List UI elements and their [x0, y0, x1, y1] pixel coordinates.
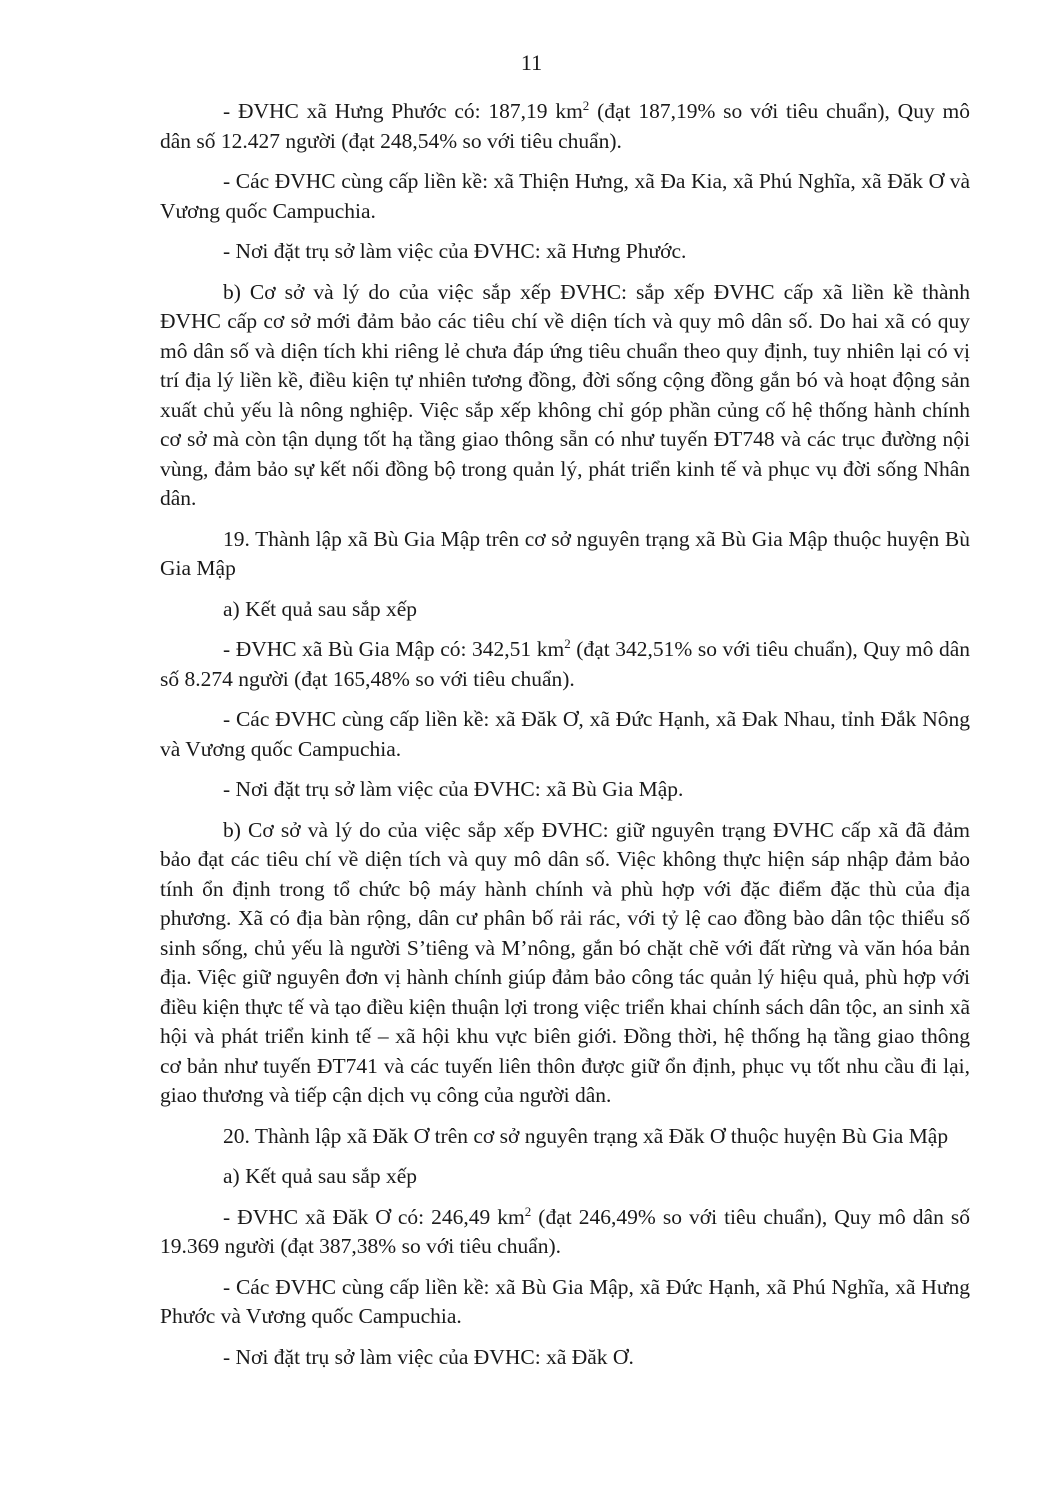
paragraph-neighbors-bu-gia-map: - Các ĐVHC cùng cấp liền kề: xã Đăk Ơ, xã Đức Hạnh, xã Đak Nhau, tỉnh Đắk Nông và Vương quốc Campuchia. [160, 707, 970, 761]
paragraph-area-bu-gia-map [160, 635, 970, 694]
superscript: 2 [582, 97, 590, 113]
text: - ĐVHC xã Bù Gia Mập có: 342,51 km [223, 637, 565, 661]
text: - ĐVHC xã Đăk Ơ có: 246,49 km [223, 1204, 525, 1229]
paragraph-neighbors-hung-phuoc: - Các ĐVHC cùng cấp liền kề: xã Thiện Hưng, xã Đa Kia, xã Phú Nghĩa, xã Đăk Ơ và Vương quốc Campuchia. [160, 169, 970, 223]
text: (đạt 342,51% so với tiêu chuẩn), Quy mô dân số 8.274 người (đạt 165,48% so với tiêu chuẩn). [160, 637, 970, 691]
paragraph-office-bu-gia-map: - Nơi đặt trụ sở làm việc của ĐVHC: xã Bù Gia Mập. [223, 777, 684, 801]
superscript: 2 [524, 1203, 532, 1219]
paragraph-area-hung-phuoc [160, 97, 970, 156]
document-body [160, 97, 970, 1372]
text: (đạt 246,49% so với tiêu chuẩn), Quy mô dân số 19.369 người (đạt 387,38% so với tiêu chuẩn). [160, 1204, 970, 1258]
paragraph-area-dak-o [160, 1203, 970, 1262]
superscript: 2 [564, 635, 571, 651]
page-number: 11 [520, 50, 543, 75]
paragraph-reason-hung-phuoc: b) Cơ sở và lý do của việc sắp xếp ĐVHC: sắp xếp ĐVHC cấp xã liền kề thành ĐVHC cấp cơ sở mới đảm bảo các tiêu chí về diện tích và quy mô dân số. Do hai xã có quy mô dân số và diện tích khi riêng lẻ chưa đáp ứng tiêu chuẩn theo quy định, tuy nhiên lại có vị trí địa lý liền kề, điều kiện tự nhiên tương đồng, đời sống cộng đồng gắn bó và hoạt động sản xuất chủ yếu là nông nghiệp. Việc sắp xếp không chỉ góp phần củng cố hệ thống hành chính cơ sở mà còn tận dụng tốt hạ tầng giao thông sẵn có như tuyến ĐT748 và các trục đường nội vùng, đảm bảo sự kết nối đồng bộ trong quản lý, phát triển kinh tế và phục vụ đời sống Nhân dân. [160, 279, 970, 510]
subheading-result-20: a) Kết quả sau sắp xếp [223, 1164, 418, 1188]
paragraph-office-hung-phuoc: - Nơi đặt trụ sở làm việc của ĐVHC: xã Hưng Phước. [223, 239, 687, 263]
subheading-result-19: a) Kết quả sau sắp xếp [223, 596, 418, 621]
heading-item-20: 20. Thành lập xã Đăk Ơ trên cơ sở nguyên trạng xã Đăk Ơ thuộc huyện Bù Gia Mập [223, 1123, 949, 1148]
paragraph-neighbors-dak-o: - Các ĐVHC cùng cấp liền kề: xã Bù Gia Mập, xã Đức Hạnh, xã Phú Nghĩa, xã Hưng Phước và Vương quốc Campuchia. [160, 1274, 970, 1328]
heading-item-19: 19. Thành lập xã Bù Gia Mập trên cơ sở nguyên trạng xã Bù Gia Mập thuộc huyện Bù Gia Mập [160, 526, 970, 580]
text: - ĐVHC xã Hưng Phước có: 187,19 km [223, 99, 583, 123]
paragraph-reason-bu-gia-map: b) Cơ sở và lý do của việc sắp xếp ĐVHC: giữ nguyên trạng ĐVHC cấp xã đã đảm bảo đạt các tiêu chí về diện tích và quy mô dân số. Việc không thực hiện sáp nhập đảm bảo tính ổn định trong tổ chức bộ máy hành chính và phù hợp với đặc điểm đặc thù của địa phương. Xã có địa bàn rộng, dân cư phân bố rải rác, với tỷ lệ cao đồng bào dân tộc thiểu số sinh sống, chủ yếu là người S’tiêng và M’nông, gắn bó chặt chẽ với đất rừng và văn hóa bản địa. Việc giữ nguyên đơn vị hành chính giúp đảm bảo công tác quản lý hiệu quả, phù hợp với điều kiện thực tế và tạo điều kiện thuận lợi trong việc triển khai chính sách dân tộc, an sinh xã hội và phát triển kinh tế – xã hội khu vực biên giới. Đồng thời, hệ thống hạ tầng giao thông cơ bản như tuyến ĐT741 và các tuyến liên thôn được giữ ổn định, phục vụ tốt nhu cầu đi lại, giao thương và tiếp cận dịch vụ công của người dân. [160, 817, 970, 1107]
text: (đạt 187,19% so với tiêu chuẩn), Quy mô dân số 12.427 người (đạt 248,54% so với tiêu chuẩn). [160, 99, 970, 153]
paragraph-office-dak-o: - Nơi đặt trụ sở làm việc của ĐVHC: xã Đăk Ơ. [223, 1344, 634, 1369]
